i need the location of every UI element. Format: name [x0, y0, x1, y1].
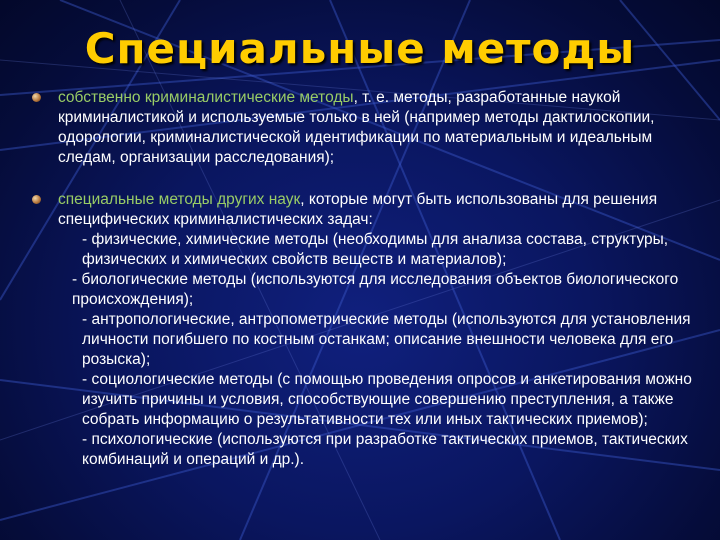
- slide-title: Специальные методы: [84, 24, 636, 73]
- sub-item: - физические, химические методы (необходимы для анализа состава, структуры, физических и химических свойств веществ и материалов);: [82, 231, 669, 268]
- bullet-item: [32, 88, 702, 168]
- bullet-icon: [32, 195, 41, 204]
- sub-item: - социологические методы (с помощью проведения опросов и анкетирования можно изучить причины и условия, способствующие совершению преступления, а также собрать информацию о результативности тех или иных тактических приемов);: [82, 371, 692, 428]
- bullet-item: [32, 190, 702, 470]
- bullet-text: [58, 88, 702, 168]
- bullet-text: [58, 190, 702, 470]
- sub-item: - антропологические, антропометрические методы (используются для установления личности погибшего по костным останкам; описание внешности человека для его розыска);: [82, 311, 691, 368]
- bullet-body: , которые могут быть использованы для решения специфических криминалистических задач:: [58, 191, 658, 228]
- sub-item: - психологические (используются при разработке тактических приемов, тактических комбинаций и операций и др.).: [82, 431, 688, 468]
- bullet-highlight: специальные методы других наук: [58, 191, 301, 208]
- bullet-body: , т. е. методы, разработанные наукой криминалистикой и используемые только в ней (например методы дактилоскопии, одорологии, криминалистической идентификации по материальным и идеальным следам, организации расследования);: [58, 89, 655, 166]
- bullet-highlight: собственно криминалистические методы: [58, 89, 354, 106]
- sub-item: - биологические методы (используются для исследования объектов биологического происхождения);: [72, 271, 679, 308]
- bullet-icon: [32, 93, 41, 102]
